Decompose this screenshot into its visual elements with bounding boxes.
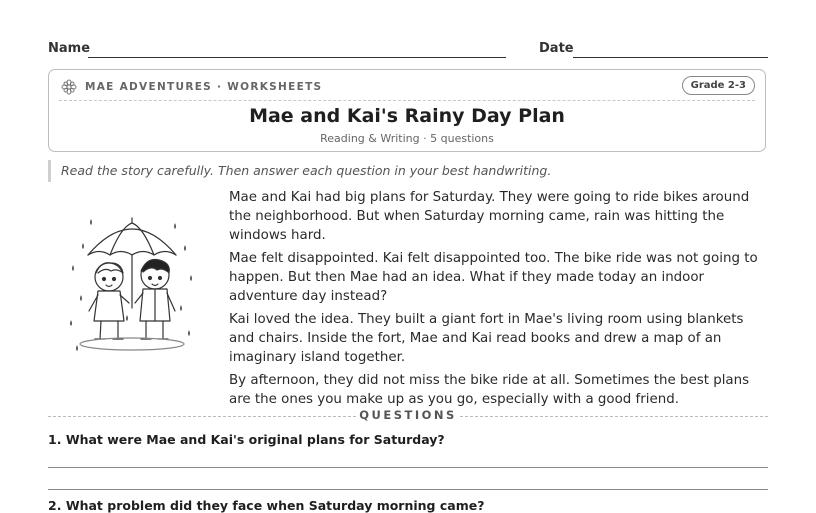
story-paragraph: By afternoon, they did not miss the bike ride at all. Sometimes the best plans are the ones you make up as you go, especially with a good friend. [229, 373, 750, 407]
date-field[interactable] [573, 57, 768, 58]
answer-line-1[interactable] [48, 467, 768, 468]
question-number: 2. [48, 498, 62, 513]
question-number: 1. [48, 432, 62, 447]
name-label: Name [48, 41, 91, 56]
worksheet-subtitle: Reading & Writing · 5 questions [320, 132, 494, 145]
story-paragraph: Mae and Kai had big plans for Saturday. They were going to ride bikes around the neighborhood. But when Saturday morning came, rain was hitting the windows hard. [229, 190, 750, 243]
brand [61, 79, 322, 95]
date-label: Date [539, 41, 574, 56]
question-2 [48, 498, 484, 513]
worksheet-header [48, 69, 766, 152]
answer-line-1b[interactable] [48, 489, 768, 490]
story-illustration [63, 215, 201, 365]
instructions: Read the story carefully. Then answer each question in your best handwriting. [48, 160, 766, 182]
questions-heading: QUESTIONS [359, 408, 457, 422]
story-paragraph: Kai loved the idea. They built a giant fort in Mae's living room using blankets and chairs. Inside the fort, Mae and Kai read books and drew a map of an imaginary island together. [229, 312, 744, 365]
name-date-row [48, 40, 768, 60]
question-1 [48, 432, 445, 447]
story-text [229, 188, 769, 413]
flower-icon [61, 79, 77, 95]
question-text: What were Mae and Kai's original plans for Saturday? [65, 432, 445, 447]
header-divider [59, 100, 755, 101]
kids-umbrella-rain-illustration [63, 215, 201, 365]
divider-line-right [460, 416, 768, 417]
questions-divider [48, 407, 768, 425]
grade-badge: Grade 2-3 [682, 76, 755, 95]
story-paragraph: Mae felt disappointed. Kai felt disappointed too. The bike ride was not going to happen. But then Mae had an idea. What if they made today an indoor adventure day instead? [229, 251, 758, 304]
question-text: What problem did they face when Saturday morning came? [65, 498, 485, 513]
name-field[interactable] [88, 57, 506, 58]
worksheet-title: Mae and Kai's Rainy Day Plan [249, 105, 565, 127]
brand-text: MAE ADVENTURES · WORKSHEETS [85, 81, 323, 93]
